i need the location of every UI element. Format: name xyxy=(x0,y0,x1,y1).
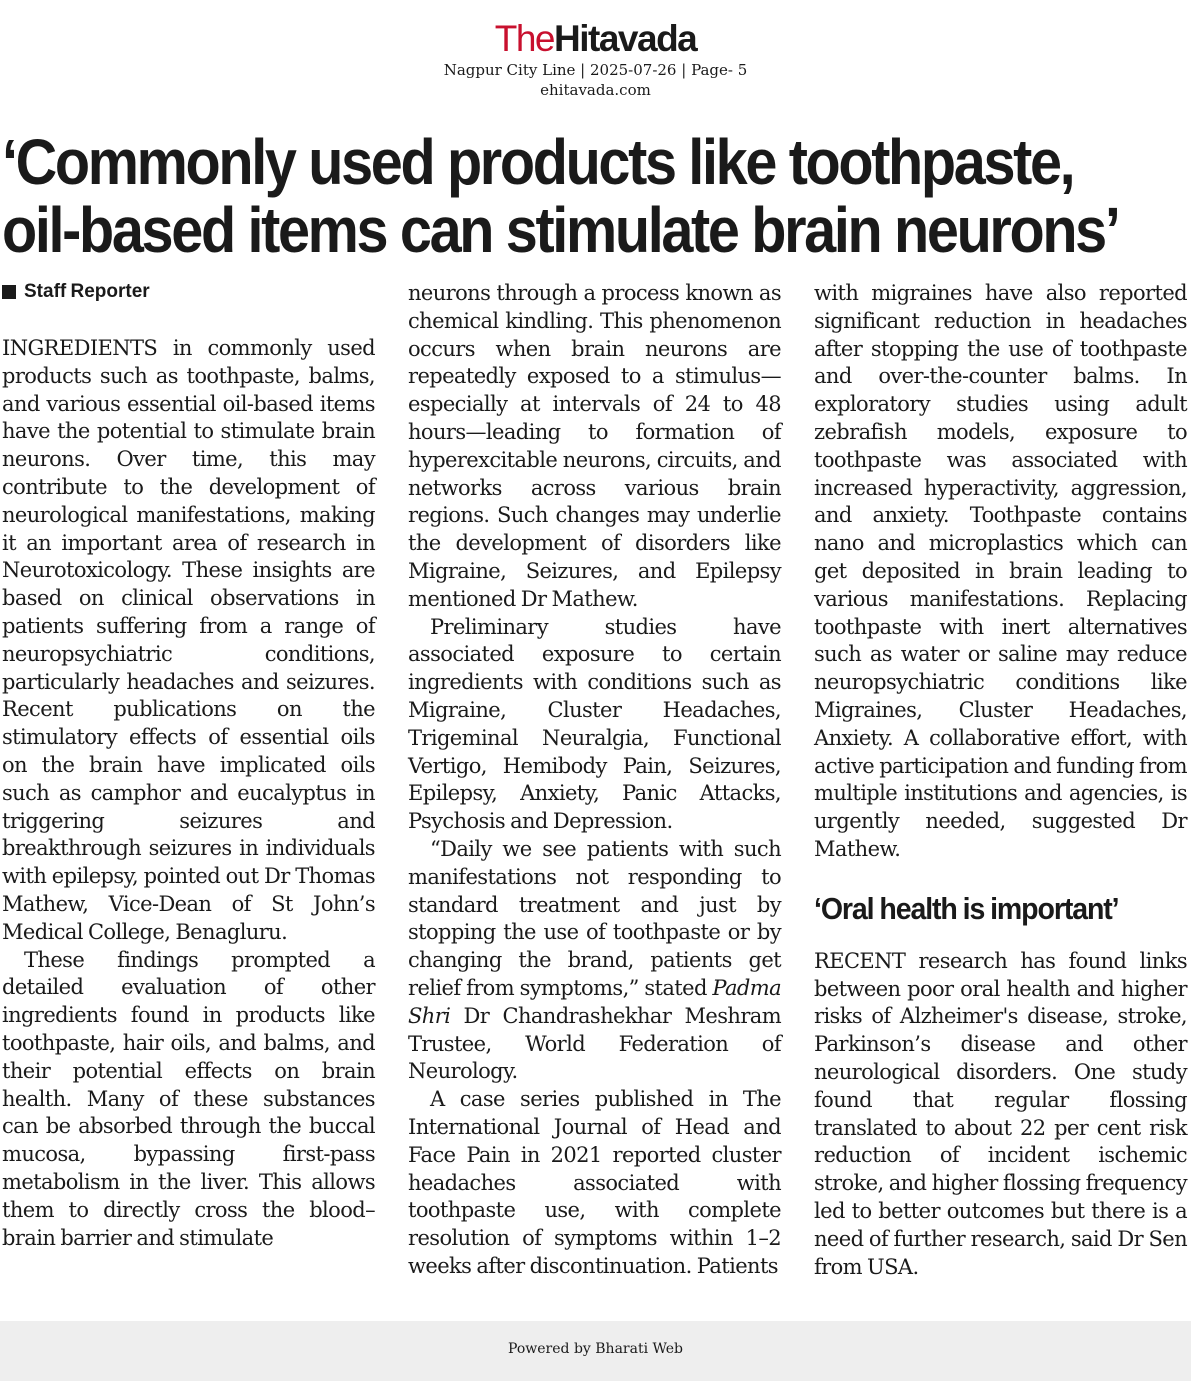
logo-name: Hitavada xyxy=(554,18,697,59)
quote-attribution: Dr Chandrashekhar Meshram Trustee, World Federation of Neurology. xyxy=(408,1003,782,1084)
newspaper-logo[interactable] xyxy=(0,18,1191,60)
column2-paragraph-2: Preliminary studies have associated exposure to certain ingredients with conditions such as Migraine, Cluster Headaches, Trigeminal Neuralgia, Functional Vertigo, Hemibody Pain, Seizures, Epilepsy, Anxiety, Panic Attacks, Psychosis and Depression. xyxy=(408,614,781,834)
column3-paragraph-1: with migraines have also reported significant reduction in headaches after stopping the use of toothpaste and over-the-counter balms. In exploratory studies using adult zebrafish models, exposure to toothpaste was associated with increased hyperactivity, aggression, and anxiety. Toothpaste contains nano and microplastics which can get deposited in brain leading to various manifestations. Replacing toothpaste with inert alternatives such as water or saline may reduce neuropsychiatric conditions like Migraines, Cluster Headaches, Anxiety. A collaborative effort, with active participation and funding from multiple institutions and agencies, is urgently needed, suggested Dr Mathew. xyxy=(814,281,1187,861)
honorific-italic: Padma Shri xyxy=(408,975,781,1028)
section-subheading: ‘Oral health is important’ xyxy=(814,890,1119,926)
logo-the: The xyxy=(494,18,555,59)
article-headline xyxy=(2,126,1119,266)
site-link[interactable]: ehitavada.com xyxy=(540,81,651,99)
edition-line: Nagpur City Line | 2025-07-26 | Page- 5 xyxy=(443,61,748,79)
column2-paragraph-1: neurons through a process known as chemical kindling. This phenomenon occurs when brain neurons are repeatedly exposed to a stimulus—especially at intervals of 24 to 48 hours—leading to formation of hyperexcitable neurons, circuits, and networks across various brain regions. Such changes may underlie the development of disorders like Migraine, Seizures, and Epilepsy mentioned Dr Mathew. xyxy=(408,281,781,611)
article-column-3 xyxy=(814,280,1187,1281)
masthead xyxy=(0,18,1191,100)
column1-paragraph-2: These findings prompted a detailed evaluation of other ingredients found in products like toothpaste, hair oils, and balms, and their potential effects on brain health. Many of these substances can be absorbed through the buccal mucosa, bypassing first-pass metabolism in the liver. This allows them to directly cross the blood–brain barrier and stimulate xyxy=(2,947,375,1250)
column3-paragraph-2: RECENT research has found links between poor oral health and higher risks of Alzheimer's disease, stroke, Parkinson’s disease and other neurological disorders. One study found that regular flossing translated to about 22 per cent risk reduction of incident ischemic stroke, and higher flossing frequency led to better outcomes but there is a need of further research, said Dr Sen from USA. xyxy=(814,948,1187,1279)
article-column-2 xyxy=(408,280,781,1281)
column2-paragraph-4: A case series published in The International Journal of Head and Face Pain in 2021 reported cluster headaches associated with toothpaste use, with complete resolution of symptoms within 1–2 weeks after discontinuation. Patients xyxy=(408,1087,781,1278)
quote-text: “Daily we see patients with such manifestations not responding to standard treatment and just by stopping the use of toothpaste or by changing the brand, patients get relief from symptoms,” stated xyxy=(408,836,781,1000)
byline-text: Staff Reporter xyxy=(24,281,150,302)
column1-paragraph-1: INGREDIENTS in commonly used products such as toothpaste, balms, and various essential oil-based items have the potential to stimulate brain neurons. Over time, this may contribute to the development of neurological manifestations, making it an important area of research in Neurotoxicology. These insights are based on clinical observations in patients suffering from a range of neuropsychiatric conditions, particularly headaches and seizures. Recent publications on the stimulatory effects of essential oils on the brain have implicated oils such as camphor and eucalyptus in triggering seizures and breakthrough seizures in individuals with epilepsy, pointed out Dr Thomas Mathew, Vice-Dean of St John’s Medical College, Benagluru. xyxy=(2,336,375,944)
byline xyxy=(2,280,375,304)
column2-paragraph-3 xyxy=(408,836,781,1086)
article-column-1 xyxy=(2,280,375,1252)
headline-line-1: ‘Commonly used products like toothpaste, xyxy=(2,126,1074,198)
headline-line-2: oil-based items can stimulate brain neurons’ xyxy=(2,194,1119,266)
footer-powered-by: Powered by Bharati Web xyxy=(0,1321,1191,1381)
byline-square-icon xyxy=(2,285,16,299)
